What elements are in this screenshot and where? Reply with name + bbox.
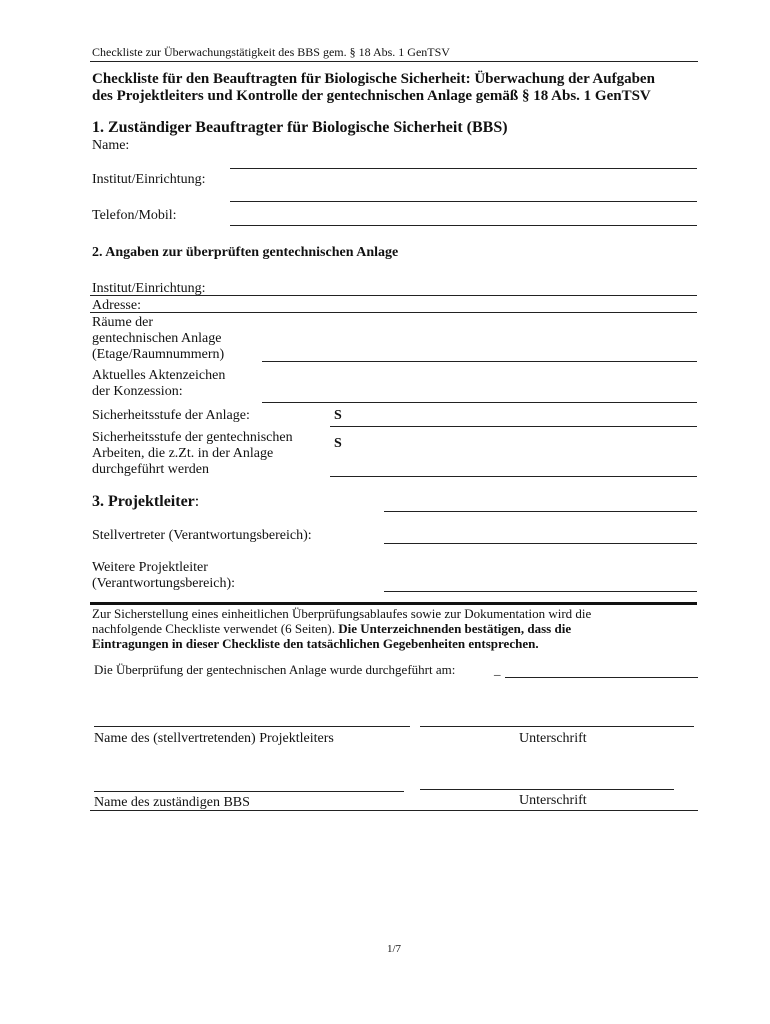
section-divider (90, 602, 697, 605)
bbs-name-signature-label: Name des zuständigen BBS (94, 795, 250, 810)
facility-safety-level-label: Sicherheitsstufe der Anlage: (92, 408, 250, 423)
bbs-phone-field[interactable] (230, 225, 697, 226)
file-number-label-1: Aktuelles Aktenzeichen (92, 368, 226, 383)
work-safety-level-label-1: Sicherheitsstufe der gentechnischen (92, 430, 293, 445)
running-header: Checkliste zur Überwachungstätigkeit des BBS gem. § 18 Abs. 1 GenTSV (92, 45, 450, 59)
work-safety-level-label-3: durchgeführt werden (92, 462, 210, 477)
document-title-line-1: Checkliste für den Beauftragten für Biologische Sicherheit: Überwachung der Aufgaben (92, 71, 655, 87)
work-safety-level-label-2: Arbeiten, die z.Zt. in der Anlage (92, 446, 274, 461)
deputy-field[interactable] (384, 543, 697, 544)
facility-address-field[interactable] (90, 312, 697, 313)
project-leader-name-field[interactable] (94, 726, 410, 727)
header-rule (90, 61, 698, 62)
facility-rooms-label-2: gentechnischen Anlage (92, 331, 222, 346)
further-leaders-label-2: (Verantwortungsbereich): (92, 576, 236, 591)
bbs-signature-label: Unterschrift (519, 793, 587, 808)
bbs-phone-label: Telefon/Mobil: (92, 208, 177, 223)
facility-institute-field[interactable] (90, 295, 697, 296)
file-number-field[interactable] (262, 402, 697, 403)
further-leaders-label-1: Weitere Projektleiter (92, 560, 208, 575)
further-leaders-field[interactable] (384, 591, 697, 592)
project-leader-field[interactable] (384, 511, 697, 512)
bbs-institute-field[interactable] (230, 201, 697, 202)
inspection-date-field[interactable] (505, 677, 698, 678)
facility-address-label: Adresse: (92, 298, 141, 313)
project-leader-signature-field[interactable] (420, 726, 694, 727)
section-2-heading: 2. Angaben zur überprüften gentechnischen Anlage (92, 245, 399, 260)
facility-institute-label: Institut/Einrichtung: (92, 281, 206, 296)
facility-rooms-label-3: (Etage/Raumnummern) (92, 347, 225, 362)
bbs-signature-field[interactable] (420, 789, 674, 790)
section-3-heading-colon: : (194, 493, 200, 510)
work-safety-level-field[interactable] (330, 476, 697, 477)
page-number: 1/7 (387, 943, 402, 955)
section-3-heading-wrap (92, 493, 199, 511)
project-leader-signature-label: Unterschrift (519, 731, 587, 746)
facility-safety-level-field[interactable] (330, 426, 697, 427)
bbs-name-label: Name: (92, 138, 130, 153)
project-leader-name-label: Name des (stellvertretenden) Projektleiters (94, 731, 334, 746)
signature-bottom-rule (90, 810, 698, 811)
section-1-heading: 1. Zuständiger Beauftragter für Biologische Sicherheit (BBS) (92, 119, 508, 136)
note-line-3: Eintragungen in dieser Checkliste den tatsächlichen Gegebenheiten entsprechen. (92, 636, 539, 651)
deputy-label: Stellvertreter (Verantwortungsbereich): (92, 528, 312, 543)
bbs-name-field[interactable] (230, 168, 697, 169)
facility-rooms-label-1: Räume der (92, 315, 154, 330)
document-title-line-2: des Projektleiters und Kontrolle der gentechnischen Anlage gemäß § 18 Abs. 1 GenTSV (92, 88, 651, 104)
work-safety-level-value: S (334, 436, 342, 451)
note-line-1: Zur Sicherstellung eines einheitlichen Überprüfungsablaufes sowie zur Dokumentation wird die (92, 606, 592, 621)
note-line-2 (92, 621, 571, 637)
section-3-heading: 3. Projektleiter (92, 493, 195, 510)
file-number-label-2: der Konzession: (92, 384, 183, 399)
inspection-date-underscore: _ (494, 662, 501, 677)
facility-rooms-field[interactable] (262, 361, 697, 362)
inspection-date-label: Die Überprüfung der gentechnischen Anlage wurde durchgeführt am: (94, 662, 456, 677)
note-line-2-plain: nachfolgende Checkliste verwendet (6 Seiten). (92, 621, 339, 636)
bbs-institute-label: Institut/Einrichtung: (92, 172, 206, 187)
bbs-signature-name-field[interactable] (94, 791, 404, 792)
facility-safety-level-value: S (334, 408, 342, 423)
note-line-2-bold: Die Unterzeichnenden bestätigen, dass die (338, 621, 572, 636)
